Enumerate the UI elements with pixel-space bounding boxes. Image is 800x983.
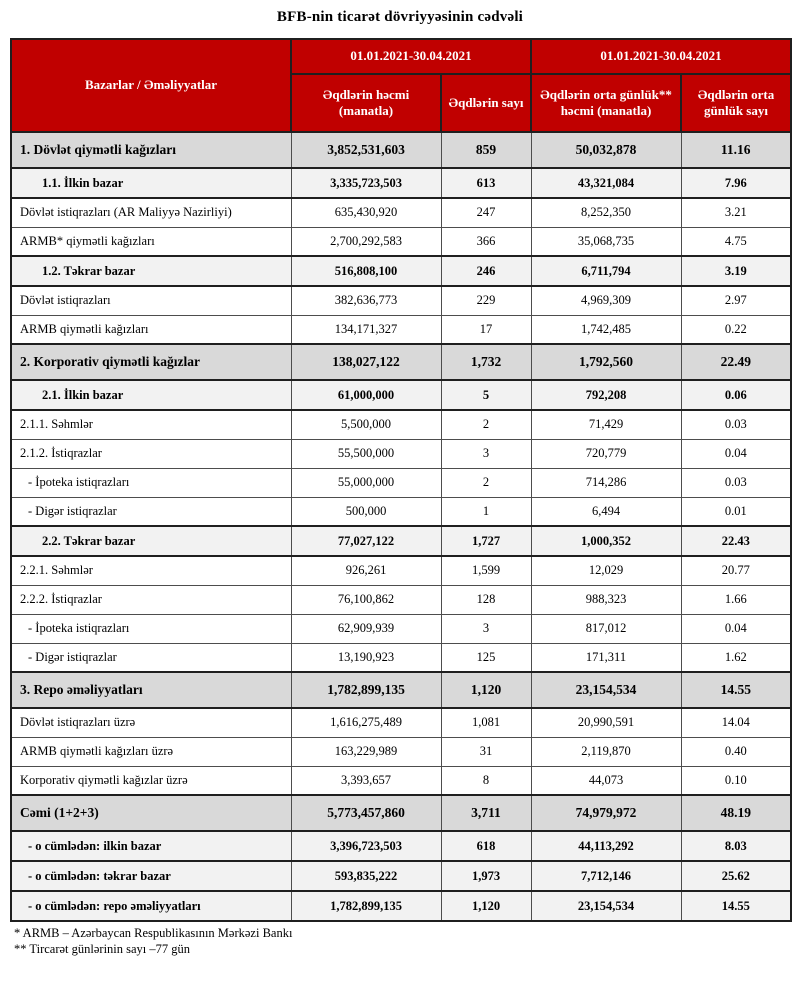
table-row (11, 439, 791, 468)
row-label: - o cümlədən: təkrar bazar (11, 861, 291, 891)
table-row (11, 344, 791, 380)
row-value: 988,323 (531, 585, 681, 614)
row-value: 1,120 (441, 891, 531, 921)
row-value: 4,969,309 (531, 286, 681, 315)
footnote-trading-days: ** Tircarət günlərinin sayı –77 gün (14, 942, 191, 957)
table-row (11, 526, 791, 556)
row-value: 14.55 (681, 672, 791, 708)
row-value: 1,973 (441, 861, 531, 891)
row-value: 44,113,292 (531, 831, 681, 861)
row-value: 8 (441, 766, 531, 795)
table-row (11, 556, 791, 585)
table-row (11, 614, 791, 643)
row-value: 14.04 (681, 708, 791, 737)
row-label: - o cümlədən: ilkin bazar (11, 831, 291, 861)
row-value: 8,252,350 (531, 198, 681, 227)
table-body (11, 132, 791, 921)
row-label: 2.2.1. Səhmlər (11, 556, 291, 585)
row-label: - İpoteka istiqrazları (11, 468, 291, 497)
row-value: 1,081 (441, 708, 531, 737)
header-col-avg-daily-volume: Əqdlərin orta günlük** həcmi (manatla) (531, 74, 681, 132)
row-value: 613 (441, 168, 531, 198)
page-title: BFB-nin ticarət dövriyyəsinin cədvəli (276, 9, 524, 25)
row-value: 31 (441, 737, 531, 766)
row-label: 2. Korporativ qiymətli kağızlar (11, 344, 291, 380)
row-value: 163,229,989 (291, 737, 441, 766)
row-value: 25.62 (681, 861, 791, 891)
row-value: 714,286 (531, 468, 681, 497)
table-row (11, 672, 791, 708)
row-value: 2,700,292,583 (291, 227, 441, 256)
row-value: 48.19 (681, 795, 791, 831)
row-value: 720,779 (531, 439, 681, 468)
row-value: 366 (441, 227, 531, 256)
row-value: 1,599 (441, 556, 531, 585)
table-row (11, 766, 791, 795)
header-col-volume: Əqdlərin həcmi (manatla) (291, 74, 441, 132)
row-value: 2 (441, 468, 531, 497)
row-value: 3,335,723,503 (291, 168, 441, 198)
row-value: 4.75 (681, 227, 791, 256)
table-row (11, 227, 791, 256)
footnotes (14, 925, 800, 958)
row-value: 3,396,723,503 (291, 831, 441, 861)
row-value: 382,636,773 (291, 286, 441, 315)
row-value: 618 (441, 831, 531, 861)
table-row (11, 497, 791, 526)
row-value: 0.22 (681, 315, 791, 344)
row-value: 7.96 (681, 168, 791, 198)
row-value: 859 (441, 132, 531, 168)
row-label: 1.1. İlkin bazar (11, 168, 291, 198)
table-row (11, 795, 791, 831)
table-header (11, 39, 791, 132)
row-value: 7,712,146 (531, 861, 681, 891)
table-row (11, 380, 791, 410)
row-value: 516,808,100 (291, 256, 441, 286)
row-value: 23,154,534 (531, 672, 681, 708)
table-row (11, 132, 791, 168)
header-period-daily: 01.01.2021-30.04.2021 (531, 39, 791, 74)
row-value: 134,171,327 (291, 315, 441, 344)
table-row (11, 643, 791, 672)
row-value: 22.49 (681, 344, 791, 380)
row-value: 171,311 (531, 643, 681, 672)
row-label: ARMB qiymətli kağızları (11, 315, 291, 344)
row-value: 1.62 (681, 643, 791, 672)
row-value: 3,711 (441, 795, 531, 831)
row-value: 1,742,485 (531, 315, 681, 344)
table-row (11, 891, 791, 921)
row-value: 138,027,122 (291, 344, 441, 380)
row-value: 125 (441, 643, 531, 672)
row-value: 2 (441, 410, 531, 439)
row-value: 20.77 (681, 556, 791, 585)
row-value: 5,773,457,860 (291, 795, 441, 831)
table-row (11, 831, 791, 861)
row-label: 1. Dövlət qiymətli kağızları (11, 132, 291, 168)
row-value: 0.01 (681, 497, 791, 526)
row-value: 23,154,534 (531, 891, 681, 921)
row-value: 1,782,899,135 (291, 672, 441, 708)
row-value: 0.06 (681, 380, 791, 410)
row-value: 593,835,222 (291, 861, 441, 891)
row-value: 74,979,972 (531, 795, 681, 831)
row-value: 500,000 (291, 497, 441, 526)
header-period-row (11, 39, 791, 74)
table-row (11, 168, 791, 198)
row-value: 8.03 (681, 831, 791, 861)
table-row (11, 708, 791, 737)
row-value: 0.40 (681, 737, 791, 766)
row-value: 35,068,735 (531, 227, 681, 256)
row-value: 3,852,531,603 (291, 132, 441, 168)
row-value: 1,616,275,489 (291, 708, 441, 737)
row-value: 635,430,920 (291, 198, 441, 227)
row-value: 1.66 (681, 585, 791, 614)
row-value: 43,321,084 (531, 168, 681, 198)
row-value: 12,029 (531, 556, 681, 585)
row-label: 2.1.1. Səhmlər (11, 410, 291, 439)
row-value: 1,792,560 (531, 344, 681, 380)
row-value: 71,429 (531, 410, 681, 439)
row-value: 11.16 (681, 132, 791, 168)
row-label: ARMB qiymətli kağızları üzrə (11, 737, 291, 766)
row-label: 3. Repo əməliyyatları (11, 672, 291, 708)
row-label: ARMB* qiymətli kağızları (11, 227, 291, 256)
row-value: 0.10 (681, 766, 791, 795)
row-value: 44,073 (531, 766, 681, 795)
table-row (11, 861, 791, 891)
row-value: 1,727 (441, 526, 531, 556)
row-value: 0.04 (681, 614, 791, 643)
row-value: 0.04 (681, 439, 791, 468)
row-label: Dövlət istiqrazları (11, 286, 291, 315)
row-value: 3,393,657 (291, 766, 441, 795)
row-value: 1 (441, 497, 531, 526)
row-value: 3.21 (681, 198, 791, 227)
row-value: 61,000,000 (291, 380, 441, 410)
row-value: 13,190,923 (291, 643, 441, 672)
row-value: 3.19 (681, 256, 791, 286)
row-value: 76,100,862 (291, 585, 441, 614)
row-label: Cəmi (1+2+3) (11, 795, 291, 831)
table-row (11, 286, 791, 315)
row-value: 17 (441, 315, 531, 344)
table-row (11, 585, 791, 614)
table-row (11, 315, 791, 344)
row-value: 0.03 (681, 468, 791, 497)
row-value: 2,119,870 (531, 737, 681, 766)
row-value: 926,261 (291, 556, 441, 585)
row-value: 229 (441, 286, 531, 315)
row-value: 128 (441, 585, 531, 614)
row-value: 5 (441, 380, 531, 410)
row-value: 1,732 (441, 344, 531, 380)
row-value: 792,208 (531, 380, 681, 410)
row-label: 2.1.2. İstiqrazlar (11, 439, 291, 468)
header-col-avg-daily-count: Əqdlərin orta günlük sayı (681, 74, 791, 132)
row-label: 2.1. İlkin bazar (11, 380, 291, 410)
row-value: 247 (441, 198, 531, 227)
table-row (11, 410, 791, 439)
row-value: 5,500,000 (291, 410, 441, 439)
row-label: - Digər istiqrazlar (11, 643, 291, 672)
header-period-volume: 01.01.2021-30.04.2021 (291, 39, 531, 74)
row-value: 22.43 (681, 526, 791, 556)
row-label: - o cümlədən: repo əməliyyatları (11, 891, 291, 921)
row-label: 1.2. Təkrar bazar (11, 256, 291, 286)
table-row (11, 198, 791, 227)
header-col-count: Əqdlərin sayı (441, 74, 531, 132)
footnote-armb: * ARMB – Azərbaycan Respublikasının Mərkəzi Bankı (14, 926, 293, 940)
row-label: - Digər istiqrazlar (11, 497, 291, 526)
row-value: 1,000,352 (531, 526, 681, 556)
header-markets-operations: Bazarlar / Əməliyyatlar (11, 39, 291, 132)
row-label: Dövlət istiqrazları (AR Maliyyə Nazirliyi) (11, 198, 291, 227)
row-value: 1,120 (441, 672, 531, 708)
row-value: 50,032,878 (531, 132, 681, 168)
row-value: 55,000,000 (291, 468, 441, 497)
row-value: 77,027,122 (291, 526, 441, 556)
row-value: 14.55 (681, 891, 791, 921)
trading-turnover-table (10, 38, 792, 922)
row-value: 6,711,794 (531, 256, 681, 286)
row-value: 20,990,591 (531, 708, 681, 737)
row-value: 2.97 (681, 286, 791, 315)
row-label: 2.2. Təkrar bazar (11, 526, 291, 556)
row-value: 1,782,899,135 (291, 891, 441, 921)
table-row (11, 468, 791, 497)
row-value: 0.03 (681, 410, 791, 439)
row-label: 2.2.2. İstiqrazlar (11, 585, 291, 614)
row-value: 3 (441, 439, 531, 468)
table-row (11, 737, 791, 766)
row-value: 246 (441, 256, 531, 286)
row-value: 55,500,000 (291, 439, 441, 468)
row-value: 62,909,939 (291, 614, 441, 643)
row-value: 6,494 (531, 497, 681, 526)
row-value: 3 (441, 614, 531, 643)
row-value: 817,012 (531, 614, 681, 643)
row-label: Dövlət istiqrazları üzrə (11, 708, 291, 737)
table-row (11, 256, 791, 286)
row-label: - İpoteka istiqrazları (11, 614, 291, 643)
row-label: Korporativ qiymətli kağızlar üzrə (11, 766, 291, 795)
